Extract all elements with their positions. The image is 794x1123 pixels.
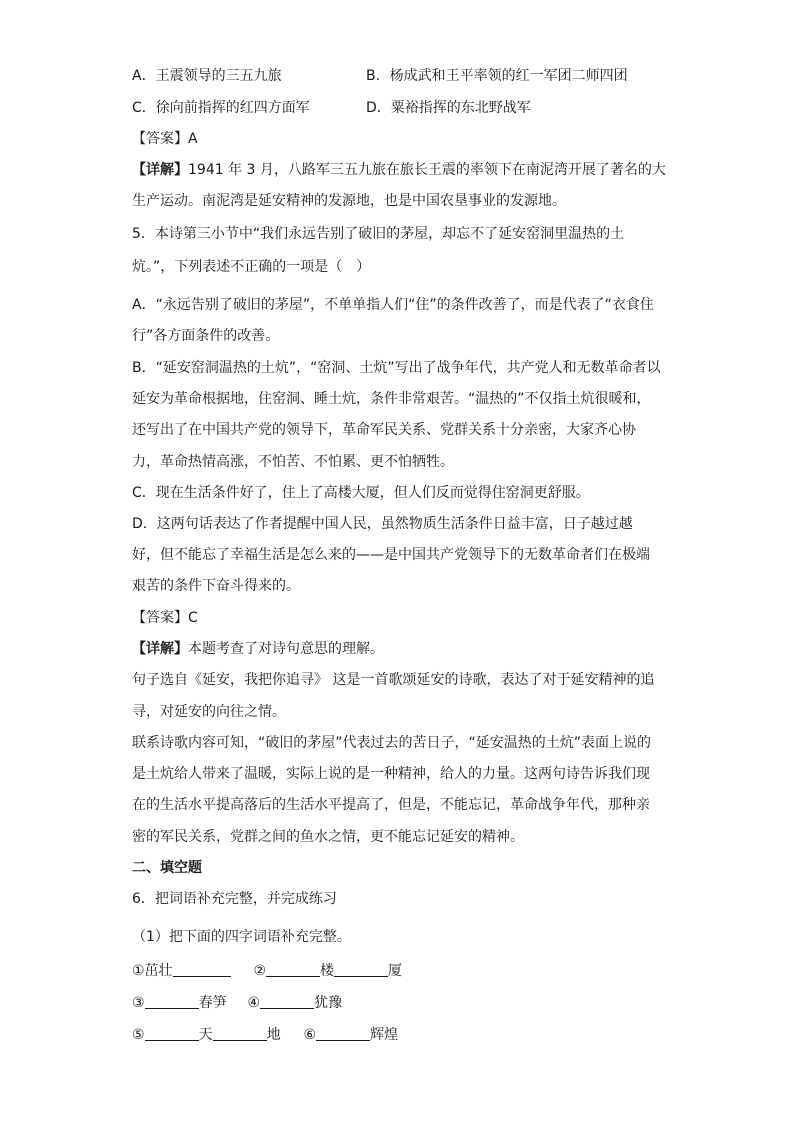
- q4-option-a: A．王震领导的三五九旅: [132, 68, 282, 84]
- blank[interactable]: [266, 962, 320, 977]
- blank[interactable]: [145, 994, 199, 1009]
- q5-option-d-line-2: 好，但不能忘了幸福生活是怎么来的——是中国共产党领导下的无数革命者们在极端: [132, 547, 650, 563]
- fill-item-1: ①茁壮: [132, 963, 231, 979]
- blank[interactable]: [334, 962, 388, 977]
- q5-detail-line-1: [132, 640, 384, 658]
- answer-label: 【答案】: [132, 131, 188, 147]
- q6-subquestion-1: （1）把下面的四字词语补充完整。: [132, 929, 351, 945]
- detail-label: 【详解】: [132, 162, 188, 178]
- q5-detail-line-2: 句子选自《延安，我把你追寻》 这是一首歌颂延安的诗歌，表达了对于延安精神的追: [132, 672, 655, 688]
- q5-option-d-line-1: D．这两句话表达了作者提醒中国人民，虽然物质生活条件日益丰富，日子越过越: [132, 516, 633, 532]
- answer-value: A: [188, 131, 198, 147]
- detail-label: 【详解】: [132, 641, 188, 657]
- fill-item-3: ③ 春笋: [132, 995, 227, 1011]
- q5-detail-line-5: 是土炕给人带来了温暖，实际上说的是一种精神，给人的力量。这两句诗告诉我们现: [132, 766, 650, 782]
- q5-option-b-line-2: 延安为革命根据地，住窑洞、睡土炕，条件非常艰苦。“温热的”不仅指土炕很暖和，: [132, 391, 651, 407]
- q5-option-b-line-4: 力，革命热情高涨，不怕苦、不怕累、更不怕牺牲。: [132, 454, 454, 470]
- detail-text: 本题考查了对诗句意思的理解。: [188, 641, 384, 657]
- answer-label: 【答案】: [132, 610, 188, 626]
- fill-item-5: ⑤ 天 地: [132, 1027, 281, 1043]
- q5-option-b-line-3: 还写出了在中国共产党的领导下，革命军民关系、党群关系十分亲密，大家齐心协: [132, 422, 636, 438]
- fill-item-6: ⑥ 辉煌: [303, 1027, 399, 1043]
- q4-answer: [132, 130, 198, 148]
- answer-value: C: [188, 610, 198, 626]
- q5-detail-line-7: 密的军民关系，党群之间的鱼水之情，更不能忘记延安的精神。: [132, 829, 524, 845]
- q5-option-d-line-3: 艰苦的条件下奋斗得来的。: [132, 578, 300, 594]
- q5-option-b-line-1: B．“延安窑洞温热的土炕”，“窑洞、土炕”写出了战争年代，共产党人和无数革命者以: [132, 360, 661, 376]
- q5-option-c: C．现在生活条件好了，住上了高楼大厦，但人们反而觉得住窑洞更舒服。: [132, 485, 590, 501]
- q4-option-d: D．粟裕指挥的东北野战军: [366, 100, 531, 116]
- q4-detail-line-1: [132, 161, 666, 179]
- q5-detail-line-3: 寻，对延安的向往之情。: [132, 704, 286, 720]
- q5-option-a-line-1: A．“永远告别了破旧的茅屋”，不单单指人们“住”的条件改善了，而是代表了“衣食住: [132, 297, 654, 313]
- q4-option-c: C．徐向前指挥的红四方面军: [132, 100, 310, 116]
- q5-stem-line-2: 炕。”，下列表述不正确的一项是（ ）: [132, 259, 371, 275]
- q5-detail-line-4: 联系诗歌内容可知，“破旧的茅屋”代表过去的苦日子，“延安温热的土炕”表面上说的: [132, 735, 652, 751]
- q5-stem-line-1: 5．本诗第三小节中“我们永远告别了破旧的茅屋，却忘不了延安窑洞里温热的土: [132, 226, 625, 242]
- blank[interactable]: [173, 962, 231, 977]
- blank[interactable]: [213, 1026, 267, 1041]
- fill-row-2: [132, 994, 342, 1012]
- q4-detail-line-2: 生产运动。南泥湾是延安精神的发源地，也是中国农垦事业的发源地。: [132, 193, 566, 209]
- q5-option-a-line-2: 行”各方面条件的改善。: [132, 328, 280, 344]
- detail-text: 1941 年 3 月，八路军三五九旅在旅长王震的率领下在南泥湾开展了著名的大: [188, 162, 666, 178]
- fill-row-1: [132, 962, 402, 980]
- fill-row-3: [132, 1026, 398, 1044]
- fill-item-2: ② 楼 厦: [253, 963, 403, 979]
- blank[interactable]: [260, 994, 314, 1009]
- q5-answer: [132, 609, 198, 627]
- section-title: 二、填空题: [132, 860, 202, 876]
- blank[interactable]: [145, 1026, 199, 1041]
- q5-detail-line-6: 在的生活水平提高落后的生活水平提高了，但是，不能忘记，革命战争年代，那种亲: [132, 797, 650, 813]
- q6-stem: 6．把词语补充完整，并完成练习: [132, 891, 337, 907]
- fill-item-4: ④ 犹豫: [247, 995, 343, 1011]
- q4-option-b: B．杨成武和王平率领的红一军团二师四团: [366, 68, 628, 84]
- blank[interactable]: [316, 1026, 370, 1041]
